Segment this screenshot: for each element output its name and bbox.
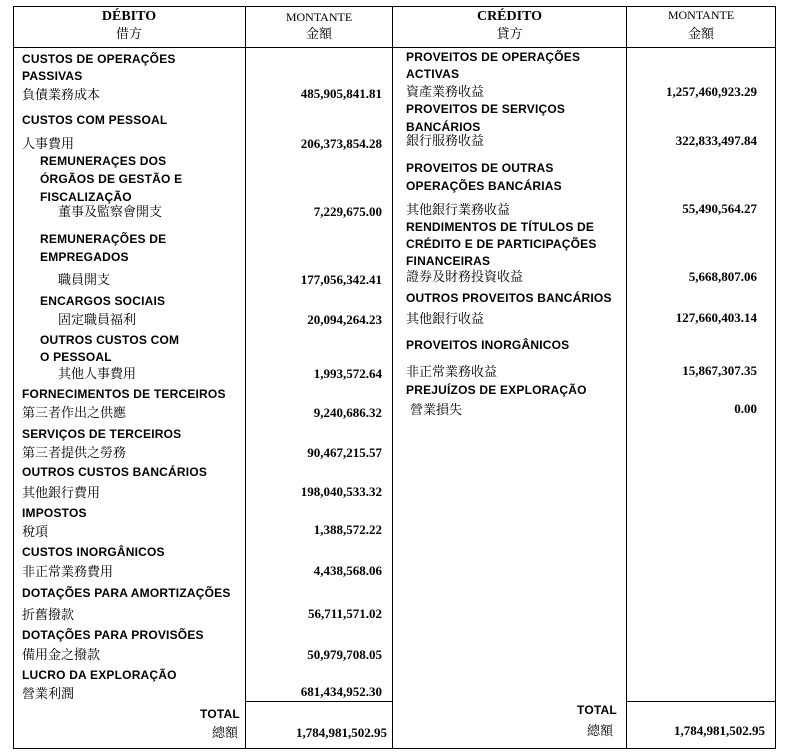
debit-row-label: OUTROS CUSTOS COM (40, 333, 180, 347)
credit-row-amount: 1,257,460,923.29 (666, 84, 757, 99)
debit-row-label-cjk: 其他銀行費用 (22, 486, 101, 501)
debit-row-label: SERVIÇOS DE TERCEIROS (22, 427, 182, 441)
credit-row-amount: 15,867,307.35 (682, 363, 757, 378)
credit-row-label: OPERAÇÕES BANCÁRIAS (406, 179, 562, 193)
debit-row-amount: 485,905,841.81 (300, 86, 382, 101)
debit-row-label: PASSIVAS (22, 69, 83, 83)
table-border-left (13, 6, 14, 749)
debit-row-label: ÓRGÃOS DE GESTÃO E (40, 172, 183, 186)
debit-row-label-cjk: 營業利潤 (22, 687, 75, 702)
table-border-bottom (13, 748, 776, 749)
debit-row-label: FISCALIZAÇÃO (40, 190, 132, 204)
debit-row-label: EMPREGADOS (40, 250, 129, 264)
debit-row-label-cjk: 非正常業務費用 (22, 565, 114, 580)
credit-row-amount: 127,660,403.14 (675, 310, 757, 325)
credit-row-label: FINANCEIRAS (406, 254, 491, 268)
debit-amount-header: MONTANTE (285, 10, 353, 24)
credit-row-amount: 0.00 (734, 401, 757, 416)
credit-row-label: ACTIVAS (406, 67, 460, 81)
debit-row-amount: 681,434,952.30 (300, 684, 382, 699)
debit-row-label: DOTAÇÕES PARA AMORTIZAÇÕES (22, 586, 231, 600)
credit-row-label: PROVEITOS INORGÂNICOS (406, 338, 570, 352)
debit-row-label: REMUNERAÇES DOS (40, 154, 167, 168)
credit-row-label: OUTROS PROVEITOS BANCÁRIOS (406, 291, 612, 305)
debit-total-rule (245, 701, 392, 702)
debit-row-label: CUSTOS COM PESSOAL (22, 113, 168, 127)
debit-row-amount: 4,438,568.06 (313, 563, 382, 578)
debit-row-amount: 7,229,675.00 (313, 204, 382, 219)
credit-row-label-cjk: 證券及財務投資收益 (406, 270, 524, 285)
debit-row-label: LUCRO DA EXPLORAÇÃO (22, 668, 177, 682)
debit-amount-header-cjk: 金額 (305, 27, 332, 42)
debit-header-cjk: 借方 (115, 27, 142, 42)
credit-header-cjk: 貸方 (496, 27, 523, 42)
debit-total-label-cjk: 總額 (212, 726, 239, 741)
credit-total-amount: 1,784,981,502.95 (674, 723, 765, 738)
credit-row-amount: 55,490,564.27 (682, 201, 757, 216)
debit-row-label-cjk: 稅項 (22, 525, 49, 540)
credit-row-label: PROVEITOS DE OPERAÇÕES (406, 50, 581, 64)
debit-row-amount: 20,094,264.23 (307, 312, 382, 327)
credit-row-label: BANCÁRIOS (406, 120, 481, 134)
debit-row-label-cjk: 負債業務成本 (22, 88, 101, 103)
credit-row-label: PREJUÍZOS DE EXPLORAÇÃO (406, 383, 587, 397)
debit-row-label-cjk: 職員開支 (58, 273, 111, 288)
debit-total-amount: 1,784,981,502.95 (296, 725, 387, 740)
credit-row-label: PROVEITOS DE OUTRAS (406, 161, 554, 175)
debit-row-label-cjk: 董事及監察會開支 (58, 205, 163, 220)
credit-amount-header-cjk: 金額 (687, 27, 714, 42)
credit-total-label-cjk: 總額 (587, 724, 614, 739)
debit-row-label: CUSTOS DE OPERAÇÕES (22, 52, 176, 66)
debit-header: DÉBITO (101, 9, 157, 24)
credit-header: CRÉDITO (476, 9, 543, 24)
debit-row-amount: 1,993,572.64 (313, 366, 382, 381)
debit-row-label-cjk: 其他人事費用 (58, 367, 137, 382)
debit-row-label: REMUNERAÇÕES DE (40, 232, 167, 246)
credit-total-rule (626, 701, 776, 702)
credit-amount-header: MONTANTE (667, 8, 735, 22)
debit-row-amount: 50,979,708.05 (307, 647, 382, 662)
debit-row-amount: 56,711,571.02 (307, 606, 382, 621)
header-divider (13, 47, 776, 48)
debit-row-amount: 1,388,572.22 (313, 522, 382, 537)
credit-row-amount: 5,668,807.06 (688, 269, 757, 284)
debit-row-label: FORNECIMENTOS DE TERCEIROS (22, 387, 226, 401)
debit-row-label-cjk: 第三者作出之供應 (22, 406, 127, 421)
column-divider-debit-credit (392, 6, 393, 749)
debit-row-amount: 177,056,342.41 (300, 272, 382, 287)
debit-row-label: OUTROS CUSTOS BANCÁRIOS (22, 465, 208, 479)
credit-row-label: CRÉDITO E DE PARTICIPAÇÕES (406, 237, 597, 251)
credit-row-label-cjk: 資產業務收益 (406, 85, 485, 100)
debit-row-label-cjk: 折舊撥款 (22, 608, 75, 623)
debit-row-label-cjk: 第三者提供之勞務 (22, 446, 127, 461)
credit-row-label-cjk: 其他銀行業務收益 (406, 203, 511, 218)
debit-total-label: TOTAL (200, 707, 240, 721)
debit-row-label: DOTAÇÕES PARA PROVISÕES (22, 628, 204, 642)
credit-row-label: PROVEITOS DE SERVIÇOS (406, 102, 566, 116)
credit-row-label: RENDIMENTOS DE TÍTULOS DE (406, 220, 595, 234)
debit-row-amount: 90,467,215.57 (307, 445, 382, 460)
credit-total-label: TOTAL (577, 703, 617, 717)
debit-row-label-cjk: 固定職員福利 (58, 313, 137, 328)
debit-row-amount: 206,373,854.28 (300, 136, 382, 151)
debit-row-amount: 9,240,686.32 (313, 405, 382, 420)
debit-row-label: O PESSOAL (40, 350, 112, 364)
credit-row-label-cjk: 非正常業務收益 (406, 365, 498, 380)
credit-row-label-cjk: 營業損失 (410, 403, 463, 418)
credit-row-amount: 322,833,497.84 (675, 133, 757, 148)
debit-row-amount: 198,040,533.32 (300, 484, 382, 499)
debit-row-label: ENCARGOS SOCIAIS (40, 294, 166, 308)
debit-row-label: IMPOSTOS (22, 506, 87, 520)
debit-row-label-cjk: 人事費用 (22, 137, 75, 152)
credit-row-label-cjk: 其他銀行收益 (406, 312, 485, 327)
table-border-right (775, 6, 776, 749)
debit-row-label-cjk: 備用金之撥款 (22, 648, 101, 663)
credit-row-label-cjk: 銀行服務收益 (406, 134, 485, 149)
debit-row-label: CUSTOS INORGÂNICOS (22, 545, 165, 559)
